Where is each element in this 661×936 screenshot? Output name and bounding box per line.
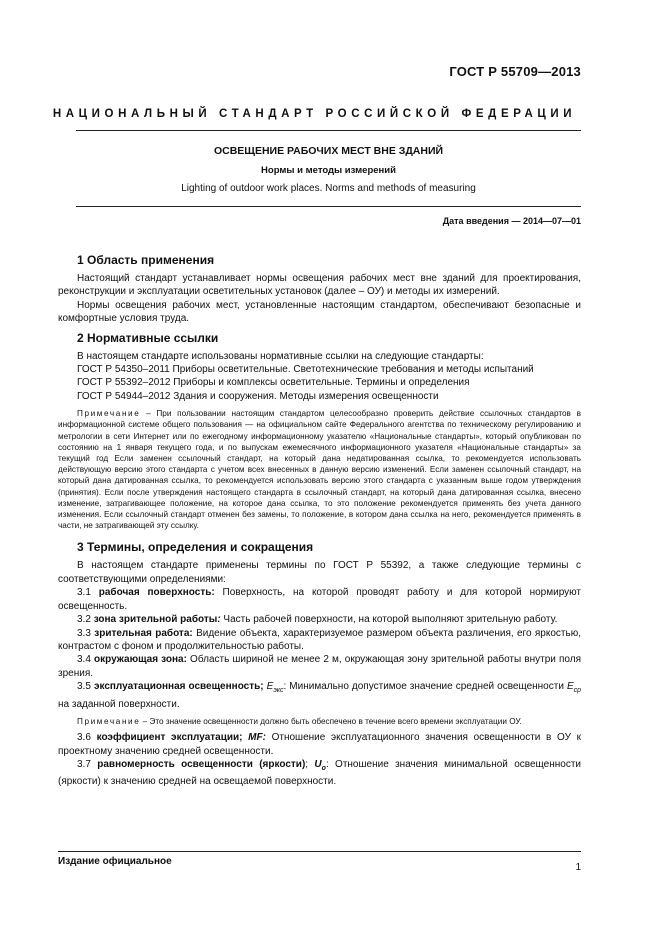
term-name: равномерность освещенности (яркости)	[97, 758, 306, 770]
note-text: – При пользовании настоящим стандартом целесообразно проверить действие ссылочных стандартов в информационной системе общего пользования — на официальном сайте Федерального агентства по техническому регулированию и метрологии в сети Интернет или по ежегодному информационному указателю «Национальные стандарты», который опубликован по состоянию на 1 января текущего года, и по выпускам ежемесячного информационного указателя «Национальные стандарты» за текущий год Если заменен ссылочный стандарт, на который дана недатированная ссылка, то рекомендуется использовать действующую версию этого стандарта с учетом всех внесенных в данную версию изменений. Если заменен ссылочный стандарт, на который дана датированная ссылка, то рекомендуется использовать версию этого стандарта с указанным выше годом утверждения (принятия). Если после утверждения настоящего стандарта в ссылочный стандарт, на который дана датированная ссылка, внесено изменение, затрагивающее положение, на которое дана ссылка, то это положение рекомендуется применять без учета данного изменения. Если ссылочный стандарт отменен без замены, то положение, в котором дана ссылка на него, рекомендуется применять в части, не затрагивающей эту ссылку.	[58, 409, 581, 531]
term-name: коэффициент эксплуатации;	[96, 732, 243, 744]
note-label: Примечание	[77, 716, 141, 726]
reference-item: ГОСТ Р 54944–2012 Здания и сооружения. Методы измерения освещенности	[77, 390, 439, 402]
document-body	[58, 252, 581, 789]
term-name: рабочая поверхность:	[98, 587, 215, 599]
term-name: эксплуатационная освещенность;	[93, 681, 264, 693]
reference-item: ГОСТ Р 54350–2011 Приборы осветительные. Светотехнические требования и методы испытаний	[77, 364, 534, 376]
section-3-heading: 3 Термины, определения и сокращения	[77, 540, 314, 555]
note-label: Примечание	[77, 409, 141, 419]
term-name: окружающая зона:	[94, 654, 187, 666]
document-subtitle: Нормы и методы измерений	[261, 165, 396, 176]
header-rule	[76, 130, 581, 131]
term-name: зрительная работа:	[94, 627, 193, 639]
term-3-3: 3.3 зрительная работа: Видение объекта, характеризуемое размером объекта различения, его яркостью, контрастом с фоном и продолжительностью работы.	[58, 627, 581, 652]
note-block	[58, 408, 581, 531]
section-1-paragraph: Настоящий стандарт устанавливает нормы освещения рабочих мест вне зданий для проектирования, реконструкции и эксплуатации осветительных установок (далее – ОУ) и методы их измерений.	[58, 273, 581, 298]
term-3-4: 3.4 окружающая зона: Область шириной не менее 2 м, окружающая зону зрительной работы внутри поля зрения.	[58, 654, 581, 679]
title-rule	[76, 206, 581, 207]
national-standard-banner: НАЦИОНАЛЬНЫЙ СТАНДАРТ РОССИЙСКОЙ ФЕДЕРАЦИИ	[52, 108, 577, 120]
document-title-english: Lighting of outdoor work places. Norms and methods of measuring	[181, 183, 476, 194]
edition-label: Издание официальное	[58, 856, 172, 867]
term-3-1: 3.1 рабочая поверхность: Поверхность, на которой проводят работу и для которой нормируют освещенность.	[58, 587, 581, 612]
section-2-intro: В настоящем стандарте использованы нормативные ссылки на следующие стандарты:	[77, 350, 484, 362]
reference-item: ГОСТ Р 55392–2012 Приборы и комплексы осветительные. Термины и определения	[77, 377, 470, 389]
section-1-heading: 1 Область применения	[77, 253, 215, 267]
section-3-intro: В настоящем стандарте применены термины по ГОСТ Р 55392, а также следующие термины с соответствующими определениями:	[58, 560, 581, 585]
term-3-7: 3.7 равномерность освещенности (яркости); $U_o$: Отношение значения минимальной освещенности (яркости) к значению средней на освещаемой поверхности.	[58, 758, 582, 788]
term-name: зона зрительной работы	[93, 614, 218, 626]
term-3-5: 3.5 эксплуатационная освещенность; $E_{экс}$: Минимально допустимое значение средней освещенности $E_{ср}$ на заданной поверхности.	[58, 681, 582, 710]
note-block	[58, 716, 581, 727]
document-title: ОСВЕЩЕНИЕ РАБОЧИХ МЕСТ ВНЕ ЗДАНИЙ	[213, 145, 444, 157]
footer-rule	[58, 851, 581, 852]
term-3-2: 3.2 зона зрительной работы: Часть рабочей поверхности, на которой выполняют зрительную работу.	[77, 614, 558, 626]
term-3-6: 3.6 коэффициент эксплуатации; MF: Отношение эксплуатационного значения освещенности в ОУ к проектному значению средней освещенности.	[58, 732, 581, 757]
section-1-paragraph: Нормы освещения рабочих мест, установленные настоящим стандартом, обеспечивают безопасные и комфортные условия труда.	[58, 299, 581, 325]
introduction-date: Дата введения — 2014—07—01	[442, 216, 581, 226]
page-number: 1	[575, 862, 581, 873]
note-text: – Это значение освещенности должно быть обеспечено в течение всего времени эксплуатации ОУ.	[140, 716, 522, 726]
section-2-heading: 2 Нормативные ссылки	[77, 330, 219, 345]
standard-code: ГОСТ Р 55709—2013	[449, 64, 581, 79]
